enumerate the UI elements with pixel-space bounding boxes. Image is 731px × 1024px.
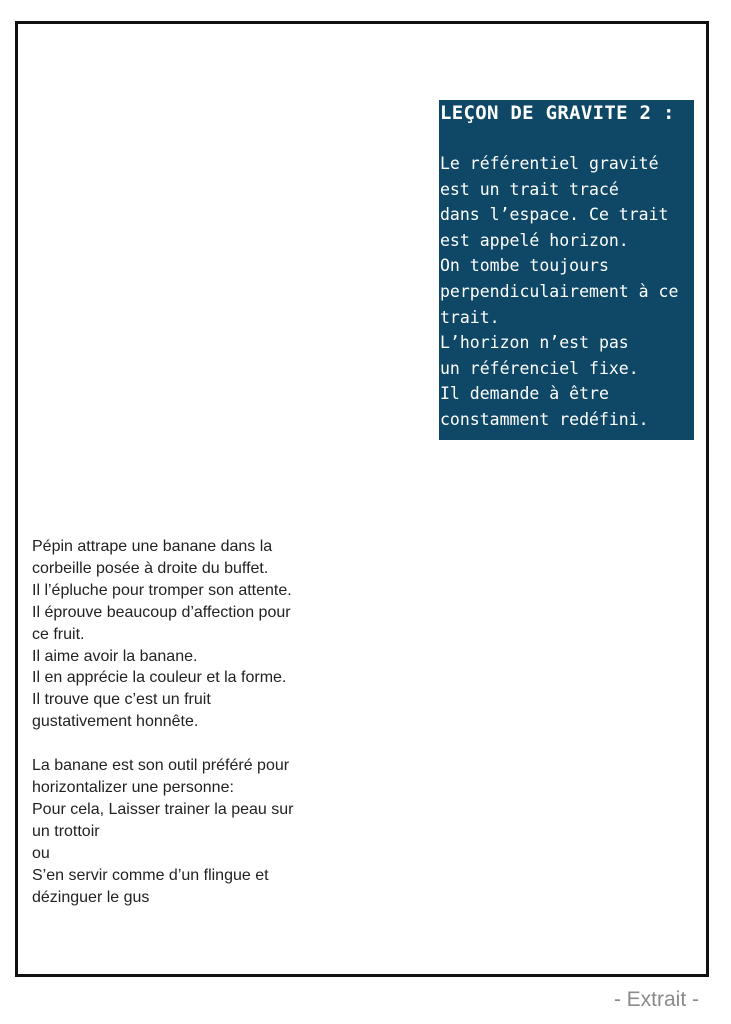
- lesson-box: [439, 100, 694, 440]
- story-text: [32, 536, 352, 909]
- story-line: ce fruit.: [32, 625, 85, 643]
- lesson-line: perpendiculairement à ce: [440, 281, 679, 301]
- story-line: ou: [32, 844, 50, 862]
- story-line: La banane est son outil préféré pour: [32, 757, 290, 775]
- story-line: Il l’épluche pour tromper son attente.: [32, 581, 292, 599]
- story-line: Il en apprécie la couleur et la forme.: [32, 669, 287, 687]
- story-line: Il trouve que c’est un fruit: [32, 691, 211, 709]
- lesson-title: LEÇON DE GRAVITE 2 :: [440, 102, 675, 124]
- story-line: Pépin attrape une banane dans la: [32, 538, 273, 555]
- lesson-line: L’horizon n’est pas: [440, 333, 629, 353]
- lesson-line: un référenciel fixe.: [440, 358, 639, 378]
- lesson-line: trait.: [440, 307, 500, 327]
- lesson-line: est un trait tracé: [440, 179, 619, 199]
- story-line: corbeille posée à droite du buffet.: [32, 559, 269, 577]
- lesson-line: On tombe toujours: [440, 256, 609, 276]
- story-line: dézinguer le gus: [32, 888, 150, 906]
- story-line: S’en servir comme d’un flingue et: [32, 866, 269, 884]
- lesson-line: est appelé horizon.: [440, 230, 629, 250]
- story-line: gustativement honnête.: [32, 713, 199, 731]
- story-line: Il éprouve beaucoup d’affection pour: [32, 603, 291, 621]
- lesson-line: dans l’espace. Ce trait: [440, 205, 669, 225]
- page-frame: [15, 21, 709, 977]
- story-line: un trottoir: [32, 822, 100, 840]
- footer-label: - Extrait -: [613, 988, 699, 1011]
- lesson-line: constamment redéfini.: [440, 409, 649, 429]
- paragraph-gap: [32, 733, 352, 755]
- story-line: Pour cela, Laisser trainer la peau sur: [32, 800, 294, 818]
- lesson-line: Le référentiel gravité: [440, 154, 659, 173]
- lesson-line: Il demande à être: [440, 384, 609, 404]
- lesson-spacer: [440, 126, 694, 151]
- story-line: horizontalizer une personne:: [32, 779, 234, 797]
- story-line: Il aime avoir la banane.: [32, 647, 198, 665]
